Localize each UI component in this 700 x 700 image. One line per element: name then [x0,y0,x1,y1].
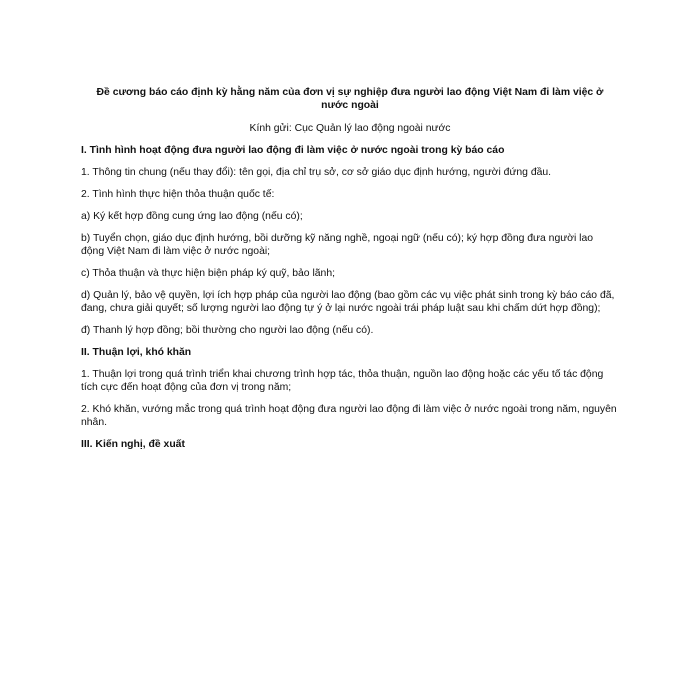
section-1-item-dd: đ) Thanh lý hợp đồng; bồi thường cho người lao động (nếu có). [81,325,374,336]
section-2-item-difficulties: 2. Khó khăn, vướng mắc trong quá trình hoạt động đưa người lao động đi làm việc ở nước ngoài trong năm, nguyên nhân. [81,404,617,428]
section-1-item-c: c) Thỏa thuận và thực hiện biện pháp ký quỹ, bảo lãnh; [81,268,336,279]
section-1-heading: I. Tình hình hoạt động đưa người lao động đi làm việc ở nước ngoài trong kỳ báo cáo [81,145,505,156]
document-page [81,86,619,460]
section-1-item-a: a) Ký kết hợp đồng cung ứng lao động (nếu có); [81,211,303,222]
section-2-heading: II. Thuận lợi, khó khăn [81,347,192,358]
document-title: Đề cương báo cáo định kỳ hằng năm của đơn vị sự nghiệp đưa người lao động Việt Nam đi làm việc ở nước ngoài [96,87,604,111]
section-1-item-general-info: 1. Thông tin chung (nếu thay đổi): tên gọi, địa chỉ trụ sở, cơ sở giáo dục định hướng, người đứng đầu. [81,167,552,178]
recipient-line: Kính gửi: Cục Quản lý lao động ngoài nước [249,123,451,134]
section-3-heading: III. Kiến nghị, đề xuất [81,439,185,450]
section-1-item-b: b) Tuyển chọn, giáo dục định hướng, bồi dưỡng kỹ năng nghề, ngoại ngữ (nếu có); ký hợp đồng đưa người lao động Việt Nam đi làm việc ở nước ngoài; [81,233,594,257]
section-1-item-agreement-status: 2. Tình hình thực hiện thỏa thuận quốc tế: [81,189,275,200]
section-2-item-advantages: 1. Thuận lợi trong quá trình triển khai chương trình hợp tác, thỏa thuận, nguồn lao động hoặc các yếu tố tác động tích cực đến hoạt động của đơn vị trong năm; [81,369,604,393]
section-1-item-d: d) Quản lý, bảo vệ quyền, lợi ích hợp pháp của người lao động (bao gồm các vụ việc phát sinh trong kỳ báo cáo đã, đang, chưa giải quyết; số lượng người lao động tự ý ở lại nước ngoài trái pháp luật sau khi chấm dứt hợp đồng); [81,290,615,314]
